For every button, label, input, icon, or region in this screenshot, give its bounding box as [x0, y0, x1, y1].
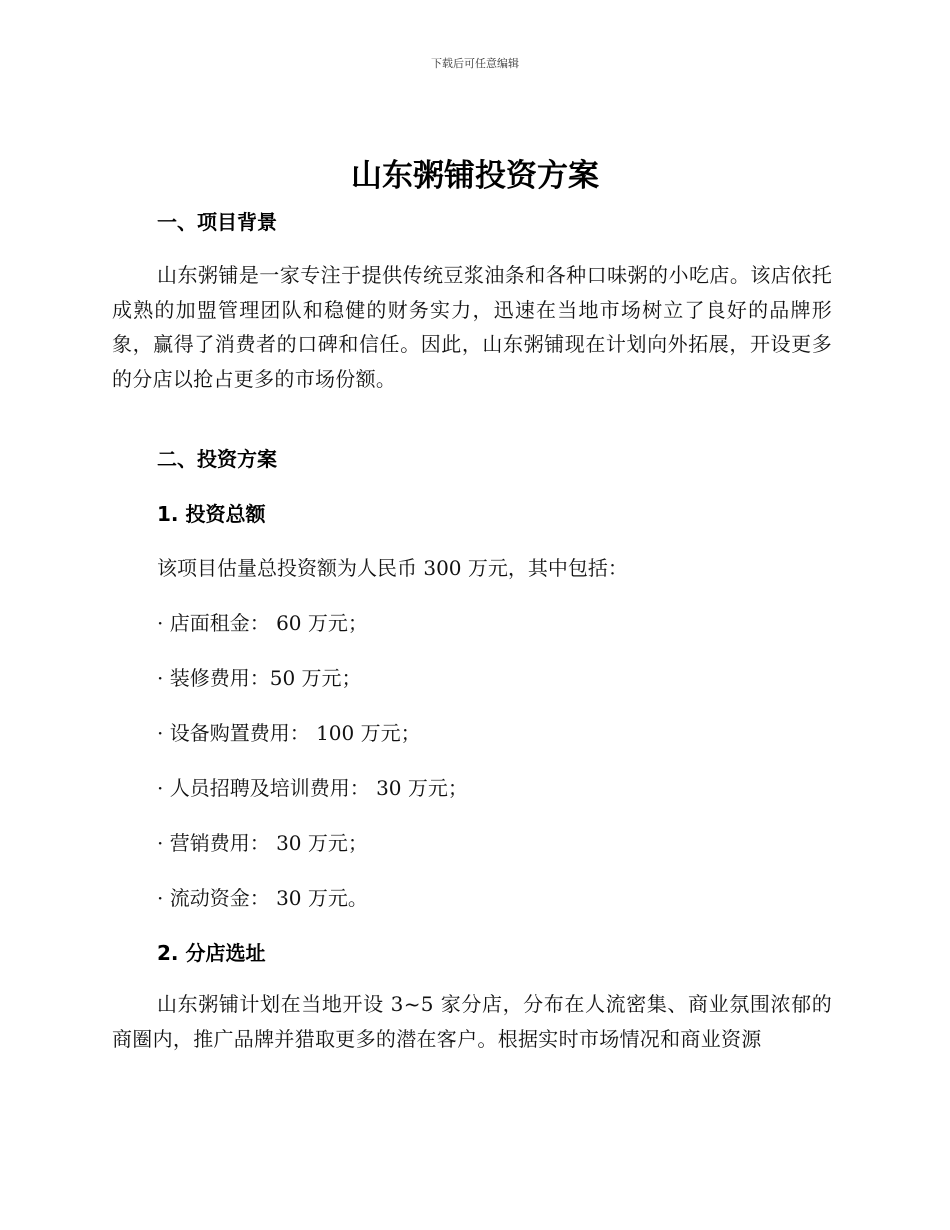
- investment-intro: 该项目估量总投资额为人民币 300 万元，其中包括：: [157, 556, 628, 580]
- subheading-store-location: 2. 分店选址: [157, 941, 266, 965]
- location-paragraph: 山东粥铺计划在当地开设 3~5 家分店，分布在人流密集、商业氛围浓郁的商圈内，推广品牌并猎取更多的潜在客户。根据实时市场情况和商业资源: [112, 992, 832, 1051]
- list-item: · 装修费用：50 万元；: [157, 666, 362, 690]
- list-item: · 人员招聘及培训费用： 30 万元；: [157, 776, 468, 800]
- list-item: · 营销费用： 30 万元；: [157, 831, 368, 855]
- subheading-total-investment: 1. 投资总额: [157, 502, 266, 526]
- list-item: · 店面租金： 60 万元；: [157, 611, 368, 635]
- document-title: 山东粥铺投资方案: [351, 158, 599, 194]
- list-item: · 设备购置费用： 100 万元；: [157, 721, 421, 745]
- header-note: 下载后可任意编辑: [431, 57, 519, 70]
- section-heading-background: 一、项目背景: [157, 210, 277, 234]
- section-heading-investment: 二、投资方案: [157, 447, 277, 471]
- list-item: · 流动资金： 30 万元。: [157, 886, 368, 910]
- background-paragraph: 山东粥铺是一家专注于提供传统豆浆油条和各种口味粥的小吃店。该店依托成熟的加盟管理团队和稳健的财务实力，迅速在当地市场树立了良好的品牌形象，赢得了消费者的口碑和信任。因此，山东粥铺现在计划向外拓展，开设更多的分店以抢占更多的市场份额。: [112, 263, 832, 391]
